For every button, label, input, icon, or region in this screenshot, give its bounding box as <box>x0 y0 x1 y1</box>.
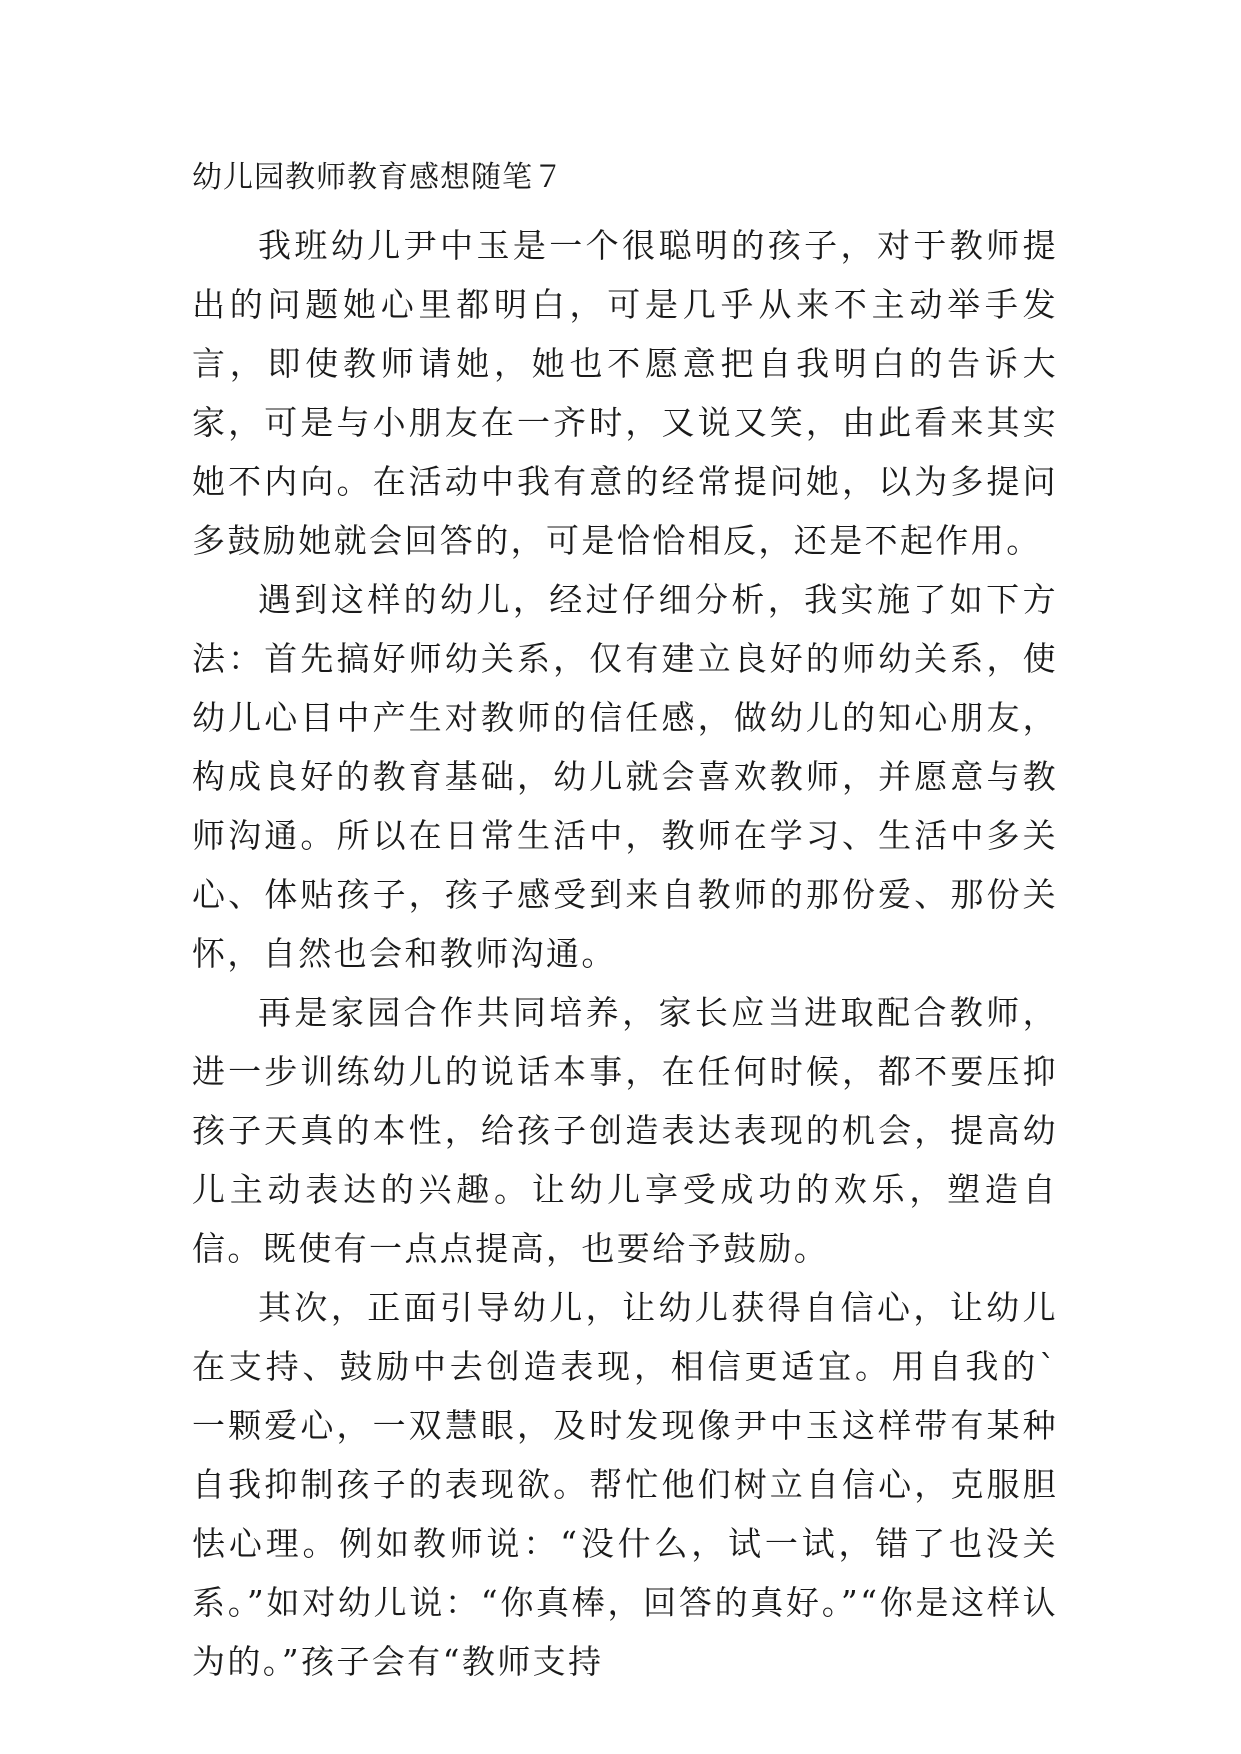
paragraph-4: 其次，正面引导幼儿，让幼儿获得自信心，让幼儿在支持、鼓励中去创造表现，相信更适宜。用自我的`一颗爱心，一双慧眼，及时发现像尹中玉这样带有某种自我抑制孩子的表现欲。帮忙他们树立自信心，克服胆怯心理。例如教师说：“没什么，试一试，错了也没关系。”如对幼儿说：“你真棒，回答的真好。”“你是这样认为的。”孩子会有“教师支持 <box>192 1288 1058 1681</box>
paragraph-1: 我班幼儿尹中玉是一个很聪明的孩子，对于教师提出的问题她心里都明白，可是几乎从来不主动举手发言，即使教师请她，她也不愿意把自我明白的告诉大家，可是与小朋友在一齐时，又说又笑，由此看来其实她不内向。在活动中我有意的经常提问她，以为多提问多鼓励她就会回答的，可是恰恰相反，还是不起作用。 <box>192 226 1058 560</box>
paragraph-2: 遇到这样的幼儿，经过仔细分析，我实施了如下方法：首先搞好师幼关系，仅有建立良好的师幼关系，使幼儿心目中产生对教师的信任感，做幼儿的知心朋友，构成良好的教育基础，幼儿就会喜欢教师，并愿意与教师沟通。所以在日常生活中，教师在学习、生活中多关心、体贴孩子，孩子感受到来自教师的那份爱、那份关怀，自然也会和教师沟通。 <box>192 580 1058 973</box>
document-body <box>192 160 1058 1691</box>
document-title: 幼儿园教师教育感想随笔７ <box>192 160 564 195</box>
paragraph-3: 再是家园合作共同培养，家长应当进取配合教师，进一步训练幼儿的说话本事，在任何时候，都不要压抑孩子天真的本性，给孩子创造表达表现的机会，提高幼儿主动表达的兴趣。让幼儿享受成功的欢乐，塑造自信。既使有一点点提高，也要给予鼓励。 <box>192 993 1058 1268</box>
